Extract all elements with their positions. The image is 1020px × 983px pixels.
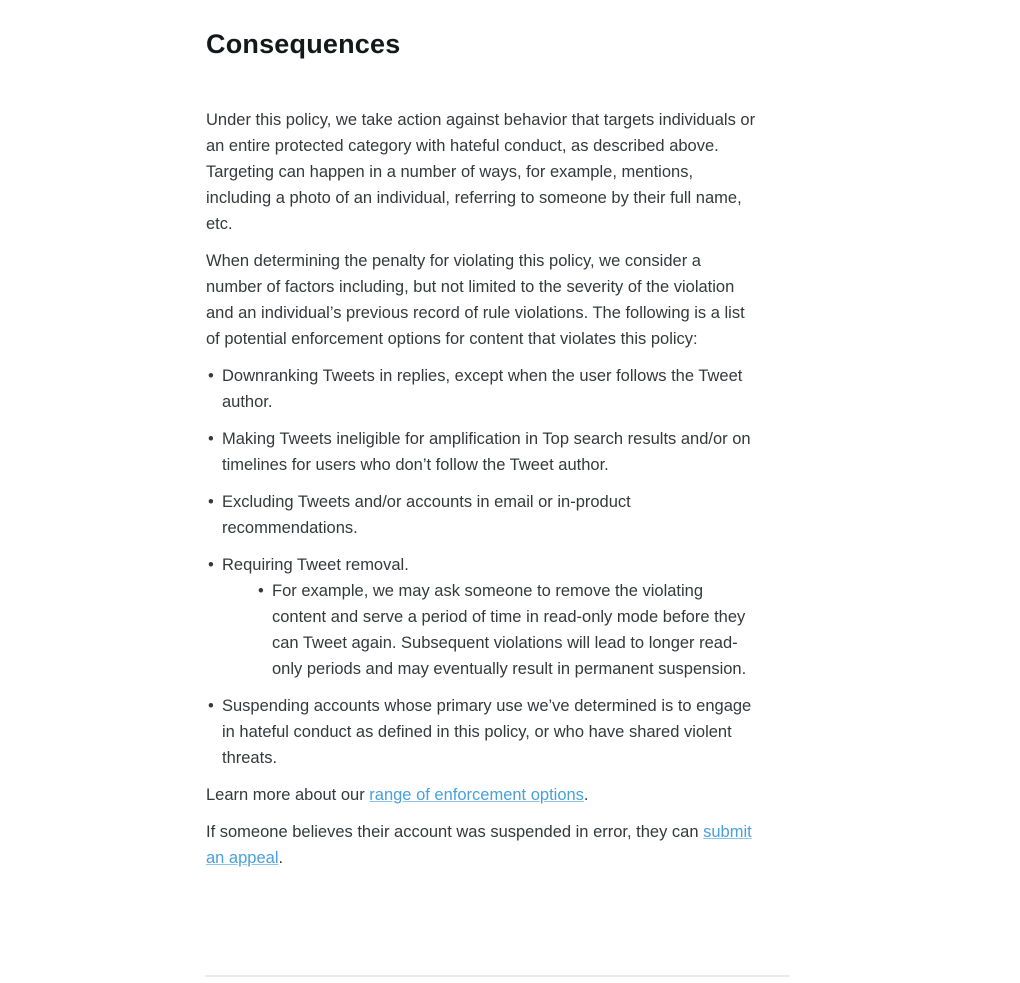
enforcement-sub-list <box>272 578 759 682</box>
enforcement-options-list <box>206 363 759 771</box>
list-item <box>222 426 759 478</box>
section-heading: Consequences <box>206 29 401 59</box>
list-item-text: Excluding Tweets and/or accounts in email or in-product recommendations. <box>222 493 631 537</box>
list-item <box>222 363 759 415</box>
enforcement-options-link[interactable]: range of enforcement options <box>369 786 584 804</box>
list-item-text: For example, we may ask someone to remove the violating content and serve a period of time in read-only mode before they can Tweet again. Subsequent violations will lead to longer read-only periods and may eventually result in permanent suspension. <box>272 582 747 678</box>
policy-section <box>206 28 759 882</box>
learn-more-suffix: . <box>583 786 589 804</box>
appeal-prefix: If someone believes their account was suspended in error, they can <box>206 823 704 841</box>
list-item-text: Requiring Tweet removal. <box>222 556 409 574</box>
appeal-suffix: . <box>278 849 284 867</box>
list-item <box>222 693 759 771</box>
learn-more-prefix: Learn more about our <box>206 786 370 804</box>
learn-more-paragraph <box>206 782 759 808</box>
list-item-text: Downranking Tweets in replies, except when the user follows the Tweet author. <box>222 367 743 411</box>
list-item <box>222 489 759 541</box>
list-item <box>222 552 759 682</box>
penalty-factors-paragraph: When determining the penalty for violating this policy, we consider a number of factors including, but not limited to the severity of the violation and an individual’s previous record of rule violations. The following is a list of potential enforcement options for content that violates this policy: <box>206 252 745 348</box>
list-item-text: Suspending accounts whose primary use we’ve determined is to engage in hateful conduct as defined in this policy, or who have shared violent threats. <box>222 697 752 767</box>
intro-paragraph: Under this policy, we take action against behavior that targets individuals or an entire protected category with hateful conduct, as described above. Targeting can happen in a number of ways, for example, mentions, including a photo of an individual, referring to someone by their full name, etc. <box>206 111 756 233</box>
submit-appeal-link[interactable]: submit an appeal <box>206 823 752 867</box>
list-item-text: Making Tweets ineligible for amplification in Top search results and/or on timelines for users who don’t follow the Tweet author. <box>222 430 751 474</box>
list-item <box>272 578 759 682</box>
appeal-paragraph <box>206 819 759 871</box>
section-divider <box>205 975 790 977</box>
